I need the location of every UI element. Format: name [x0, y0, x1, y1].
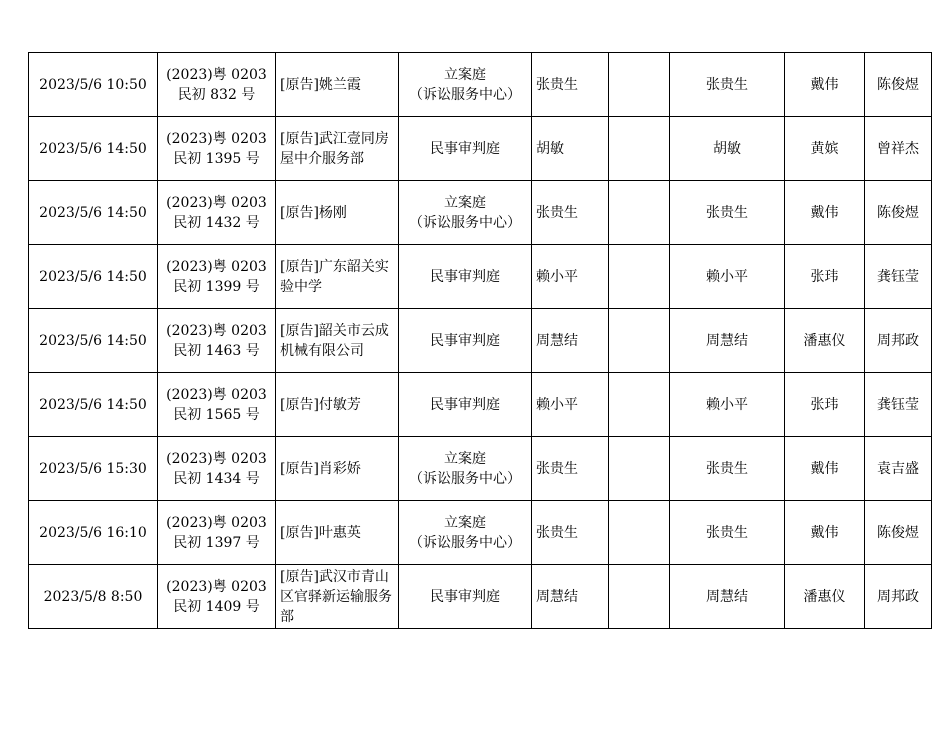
court-name-line-1: 民事审判庭 [430, 332, 500, 349]
party-name: [原告]武江壹同房屋中介服务部 [280, 130, 389, 167]
table-row [29, 245, 932, 309]
clerk-name: 戴伟 [810, 524, 839, 541]
clerk-name: 黄嫔 [810, 140, 839, 157]
blank-cell [609, 245, 670, 309]
party-cell [276, 501, 399, 565]
presiding-judge-cell [670, 53, 785, 117]
clerk-name: 张玮 [810, 268, 839, 285]
presiding-judge-name: 赖小平 [706, 268, 748, 285]
hearing-time: 2023/5/6 14:50 [39, 396, 147, 413]
case-number-line-2: 民初 1565 号 [173, 406, 260, 423]
hearing-time-cell [29, 501, 158, 565]
judge-name: 周慧结 [536, 588, 578, 605]
clerk-cell [785, 501, 865, 565]
court-cell [399, 245, 532, 309]
hearing-time: 2023/5/8 8:50 [43, 588, 143, 605]
blank-cell [609, 565, 670, 629]
court-name-line-2: （诉讼服务中心） [409, 214, 521, 231]
party-name: [原告]叶惠英 [280, 524, 361, 541]
presiding-judge-name: 张贵生 [706, 524, 748, 541]
hearing-time-cell [29, 373, 158, 437]
presiding-judge-cell [670, 565, 785, 629]
table-row [29, 437, 932, 501]
judge-name: 张贵生 [536, 204, 578, 221]
court-name-line-2: （诉讼服务中心） [409, 86, 521, 103]
presiding-judge-cell [670, 437, 785, 501]
party-name: [原告]付敏芳 [280, 396, 361, 413]
blank-cell [609, 373, 670, 437]
hearing-time-cell [29, 181, 158, 245]
hearing-time: 2023/5/6 16:10 [39, 524, 147, 541]
panel-member-cell [865, 117, 932, 181]
party-cell [276, 373, 399, 437]
case-number-line-1: (2023)粤 0203 [166, 386, 267, 403]
party-cell [276, 565, 399, 629]
court-cell [399, 565, 532, 629]
hearing-time-cell [29, 53, 158, 117]
clerk-cell [785, 437, 865, 501]
blank-cell [609, 181, 670, 245]
case-number-cell [158, 373, 276, 437]
hearing-time-cell [29, 565, 158, 629]
judge-cell [532, 181, 609, 245]
hearing-schedule-table [28, 52, 932, 629]
hearing-time: 2023/5/6 14:50 [39, 140, 147, 157]
presiding-judge-cell [670, 245, 785, 309]
table-row [29, 309, 932, 373]
hearing-time-cell [29, 245, 158, 309]
clerk-cell [785, 309, 865, 373]
case-number-line-1: (2023)粤 0203 [166, 130, 267, 147]
party-name: [原告]武汉市青山区官驿新运输服务部 [280, 568, 392, 625]
panel-member-cell [865, 501, 932, 565]
case-number-cell [158, 565, 276, 629]
presiding-judge-name: 胡敏 [713, 140, 741, 157]
presiding-judge-cell [670, 309, 785, 373]
case-number-line-1: (2023)粤 0203 [166, 450, 267, 467]
panel-member-cell [865, 181, 932, 245]
clerk-name: 潘惠仪 [803, 588, 846, 605]
case-number-line-2: 民初 1395 号 [173, 150, 260, 167]
hearing-time: 2023/5/6 14:50 [39, 204, 147, 221]
judge-cell [532, 437, 609, 501]
case-number-line-2: 民初 1432 号 [173, 214, 260, 231]
panel-member-name: 龚钰莹 [877, 268, 919, 285]
presiding-judge-cell [670, 373, 785, 437]
case-number-cell [158, 181, 276, 245]
table-row [29, 117, 932, 181]
table-row [29, 501, 932, 565]
court-cell [399, 309, 532, 373]
court-cell [399, 53, 532, 117]
judge-cell [532, 117, 609, 181]
panel-member-name: 曾祥杰 [877, 140, 919, 157]
table-row [29, 565, 932, 629]
case-number-line-1: (2023)粤 0203 [166, 514, 267, 531]
court-cell [399, 373, 532, 437]
presiding-judge-name: 张贵生 [706, 204, 748, 221]
party-name: [原告]韶关市云成机械有限公司 [280, 322, 389, 359]
clerk-cell [785, 373, 865, 437]
clerk-name: 戴伟 [810, 204, 839, 221]
clerk-cell [785, 117, 865, 181]
hearing-time-cell [29, 309, 158, 373]
case-number-line-2: 民初 1409 号 [173, 598, 260, 615]
blank-cell [609, 53, 670, 117]
judge-name: 张贵生 [536, 460, 578, 477]
party-name: [原告]杨刚 [280, 204, 347, 221]
panel-member-cell [865, 373, 932, 437]
court-name-line-1: 民事审判庭 [430, 268, 500, 285]
case-number-line-2: 民初 1399 号 [173, 278, 260, 295]
presiding-judge-name: 周慧结 [706, 588, 748, 605]
party-cell [276, 245, 399, 309]
judge-cell [532, 373, 609, 437]
case-number-line-1: (2023)粤 0203 [166, 258, 267, 275]
panel-member-cell [865, 309, 932, 373]
case-number-cell [158, 501, 276, 565]
case-number-cell [158, 117, 276, 181]
panel-member-name: 陈俊煜 [877, 76, 919, 93]
clerk-cell [785, 181, 865, 245]
court-cell [399, 117, 532, 181]
hearing-time: 2023/5/6 15:30 [39, 460, 147, 477]
case-number-cell [158, 437, 276, 501]
judge-cell [532, 53, 609, 117]
hearing-time-cell [29, 437, 158, 501]
judge-name: 赖小平 [536, 268, 578, 285]
judge-cell [532, 565, 609, 629]
blank-cell [609, 309, 670, 373]
judge-name: 赖小平 [536, 396, 578, 413]
judge-name: 张贵生 [536, 76, 578, 93]
clerk-name: 戴伟 [810, 460, 839, 477]
presiding-judge-cell [670, 117, 785, 181]
court-name-line-2: （诉讼服务中心） [409, 470, 521, 487]
court-name-line-2: （诉讼服务中心） [409, 534, 521, 551]
table-row [29, 53, 932, 117]
hearing-time: 2023/5/6 10:50 [39, 76, 147, 93]
court-cell [399, 501, 532, 565]
court-name-line-1: 立案庭 [444, 450, 486, 467]
panel-member-name: 陈俊煜 [877, 524, 919, 541]
hearing-time: 2023/5/6 14:50 [39, 332, 147, 349]
presiding-judge-name: 赖小平 [706, 396, 748, 413]
case-number-line-1: (2023)粤 0203 [166, 578, 267, 595]
blank-cell [609, 437, 670, 501]
case-number-line-1: (2023)粤 0203 [166, 66, 267, 83]
court-name-line-1: 立案庭 [444, 194, 486, 211]
panel-member-name: 周邦政 [877, 332, 919, 349]
clerk-name: 张玮 [810, 396, 839, 413]
court-name-line-1: 民事审判庭 [430, 396, 500, 413]
hearing-time: 2023/5/6 14:50 [39, 268, 147, 285]
clerk-cell [785, 53, 865, 117]
table-row [29, 373, 932, 437]
clerk-name: 戴伟 [810, 76, 839, 93]
presiding-judge-cell [670, 501, 785, 565]
judge-cell [532, 309, 609, 373]
party-name: [原告]广东韶关实验中学 [280, 258, 389, 295]
court-cell [399, 181, 532, 245]
party-cell [276, 309, 399, 373]
panel-member-cell [865, 565, 932, 629]
hearing-time-cell [29, 117, 158, 181]
clerk-cell [785, 245, 865, 309]
court-name-line-1: 民事审判庭 [430, 588, 500, 605]
panel-member-name: 龚钰莹 [877, 396, 919, 413]
judge-name: 胡敏 [536, 140, 564, 157]
panel-member-cell [865, 53, 932, 117]
party-cell [276, 117, 399, 181]
panel-member-cell [865, 245, 932, 309]
presiding-judge-cell [670, 181, 785, 245]
judge-cell [532, 501, 609, 565]
presiding-judge-name: 张贵生 [706, 460, 748, 477]
case-number-cell [158, 245, 276, 309]
judge-name: 周慧结 [536, 332, 578, 349]
judge-name: 张贵生 [536, 524, 578, 541]
party-name: [原告]姚兰霞 [280, 76, 361, 93]
party-name: [原告]肖彩娇 [280, 460, 361, 477]
court-name-line-1: 立案庭 [444, 514, 486, 531]
case-number-line-2: 民初 832 号 [177, 86, 256, 103]
blank-cell [609, 117, 670, 181]
party-cell [276, 53, 399, 117]
judge-cell [532, 245, 609, 309]
panel-member-name: 周邦政 [877, 588, 919, 605]
court-name-line-1: 立案庭 [444, 66, 486, 83]
court-cell [399, 437, 532, 501]
court-name-line-1: 民事审判庭 [430, 140, 500, 157]
blank-cell [609, 501, 670, 565]
panel-member-name: 袁吉盛 [877, 460, 919, 477]
case-number-line-1: (2023)粤 0203 [166, 194, 267, 211]
party-cell [276, 437, 399, 501]
presiding-judge-name: 张贵生 [706, 76, 748, 93]
party-cell [276, 181, 399, 245]
case-number-line-2: 民初 1434 号 [173, 470, 260, 487]
case-number-line-2: 民初 1397 号 [173, 534, 260, 551]
case-number-cell [158, 53, 276, 117]
table-row [29, 181, 932, 245]
clerk-name: 潘惠仪 [803, 332, 846, 349]
case-number-line-2: 民初 1463 号 [173, 342, 260, 359]
panel-member-cell [865, 437, 932, 501]
schedule-body [29, 53, 932, 629]
clerk-cell [785, 565, 865, 629]
case-number-line-1: (2023)粤 0203 [166, 322, 267, 339]
panel-member-name: 陈俊煜 [877, 204, 919, 221]
case-number-cell [158, 309, 276, 373]
presiding-judge-name: 周慧结 [706, 332, 748, 349]
